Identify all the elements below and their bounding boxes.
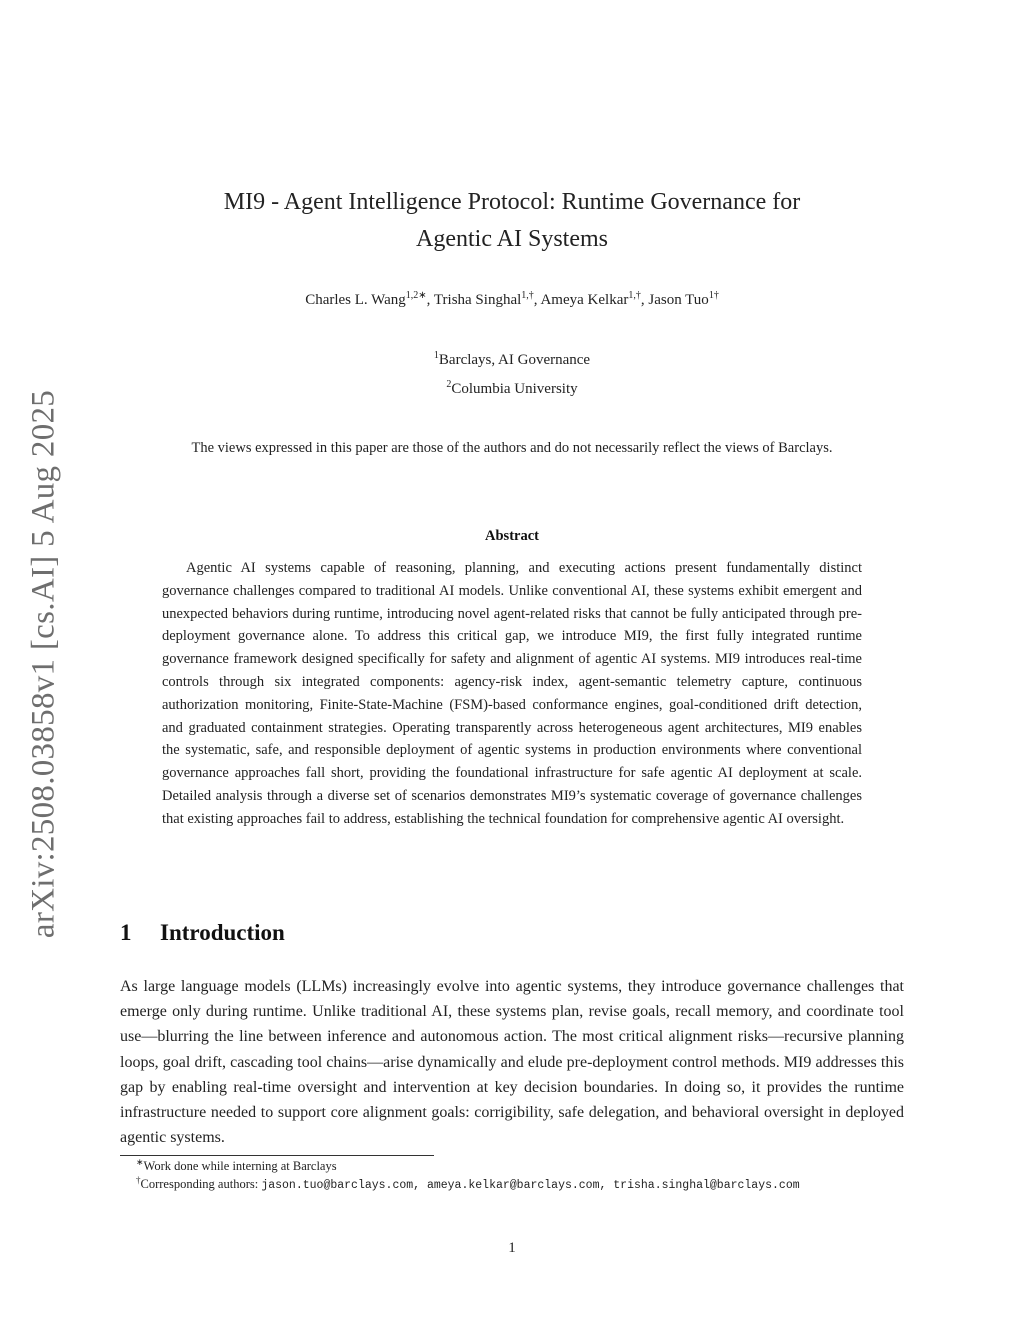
footnote-rule bbox=[120, 1155, 434, 1156]
affiliation-2 bbox=[150, 381, 874, 398]
page-number: 1 bbox=[508, 1240, 516, 1256]
footnote-mark: ∗ bbox=[136, 1157, 144, 1167]
section-number: 1 bbox=[120, 920, 132, 945]
author-separator: , bbox=[640, 292, 649, 308]
disclaimer: The views expressed in this paper are those of the authors and do not necessarily reflect the views of Barclays. bbox=[191, 440, 833, 456]
author-affiliation-mark: 1,2∗ bbox=[405, 290, 427, 301]
affiliation-mark: 2 bbox=[446, 379, 452, 390]
abstract-body: Agentic AI systems capable of reasoning, planning, and executing actions present fundamentally distinct governance challenges compared to traditional AI models. Unlike conventional AI, these systems exhibit emergent and unexpected behaviors during runtime, introducing novel agent-related risks that cannot be fully anticipated through pre-deployment governance alone. To address this critical gap, we introduce MI9, the first fully integrated runtime governance framework designed specifically for safety and alignment of agentic AI systems. MI9 introduces real-time controls through six integrated components: agency-risk index, agent-semantic telemetry capture, continuous authorization monitoring, Finite-State-Machine (FSM)-based conformance engines, goal-conditioned drift detection, and graduated containment strategies. Operating transparently across heterogeneous agent architectures, MI9 enables the systematic, safe, and responsible deployment of agentic systems in production environments where conventional governance approaches fall short, providing the foundational infrastructure for safe agentic AI deployment at scale. Detailed analysis through a diverse set of scenarios demonstrates MI9’s systematic coverage of governance challenges that existing approaches fail to address, establishing the technical foundation for comprehensive agentic AI oversight. bbox=[162, 560, 862, 827]
affiliation-text: Columbia University bbox=[451, 381, 578, 397]
author-affiliation-mark: 1† bbox=[708, 290, 719, 301]
author-separator: , bbox=[533, 292, 541, 308]
author-separator: , bbox=[426, 292, 434, 308]
abstract-heading: Abstract bbox=[485, 528, 539, 544]
author-list bbox=[150, 292, 874, 309]
section-title: Introduction bbox=[160, 920, 285, 945]
title-line-2: Agentic AI Systems bbox=[416, 226, 608, 252]
footnote-mark: † bbox=[136, 1175, 141, 1185]
corresponding-emails[interactable]: jason.tuo@barclays.com, ameya.kelkar@barclays.com, trisha.singhal@barclays.com bbox=[261, 1179, 800, 1192]
footnote-text: Work done while interning at Barclays bbox=[143, 1159, 337, 1173]
author-name: Trisha Singhal bbox=[433, 292, 522, 308]
section-heading-introduction bbox=[120, 920, 285, 946]
title-line-1: MI9 - Agent Intelligence Protocol: Runtime Governance for bbox=[223, 189, 801, 215]
author-name: Ameya Kelkar bbox=[540, 292, 629, 308]
author-name: Charles L. Wang bbox=[305, 292, 406, 308]
author-affiliation-mark: 1,† bbox=[521, 290, 534, 301]
affiliation-mark: 1 bbox=[433, 350, 439, 361]
footnote-text: Corresponding authors: bbox=[140, 1177, 262, 1191]
affiliation-text: Barclays, AI Governance bbox=[438, 352, 591, 368]
arxiv-identifier-text: arXiv:2508.03858v1 [cs.AI] 5 Aug 2025 bbox=[25, 389, 62, 939]
arxiv-side-identifier bbox=[0, 0, 80, 1325]
footnote-1 bbox=[136, 1159, 936, 1174]
paper-title bbox=[150, 184, 874, 258]
introduction-body: As large language models (LLMs) increasingly evolve into agentic systems, they introduce governance challenges that emerge only during runtime. Unlike traditional AI, these systems plan, revise goals, recall memory, and coordinate tool use—blurring the line between inference and autonomous action. The most critical alignment risks—recursive planning loops, goal drift, cascading tool chains—arise dynamically and elude pre-deployment control methods. MI9 addresses this gap by enabling real-time oversight and intervention at key decision boundaries. In doing so, it provides the runtime infrastructure needed to support core alignment goals: corrigibility, safe delegation, and behavioral oversight in deployed agentic systems. bbox=[120, 978, 904, 1147]
author-name: Jason Tuo bbox=[648, 292, 709, 308]
author-affiliation-mark: 1,† bbox=[628, 290, 641, 301]
affiliation-1 bbox=[150, 352, 874, 369]
footnote-2 bbox=[136, 1177, 936, 1192]
